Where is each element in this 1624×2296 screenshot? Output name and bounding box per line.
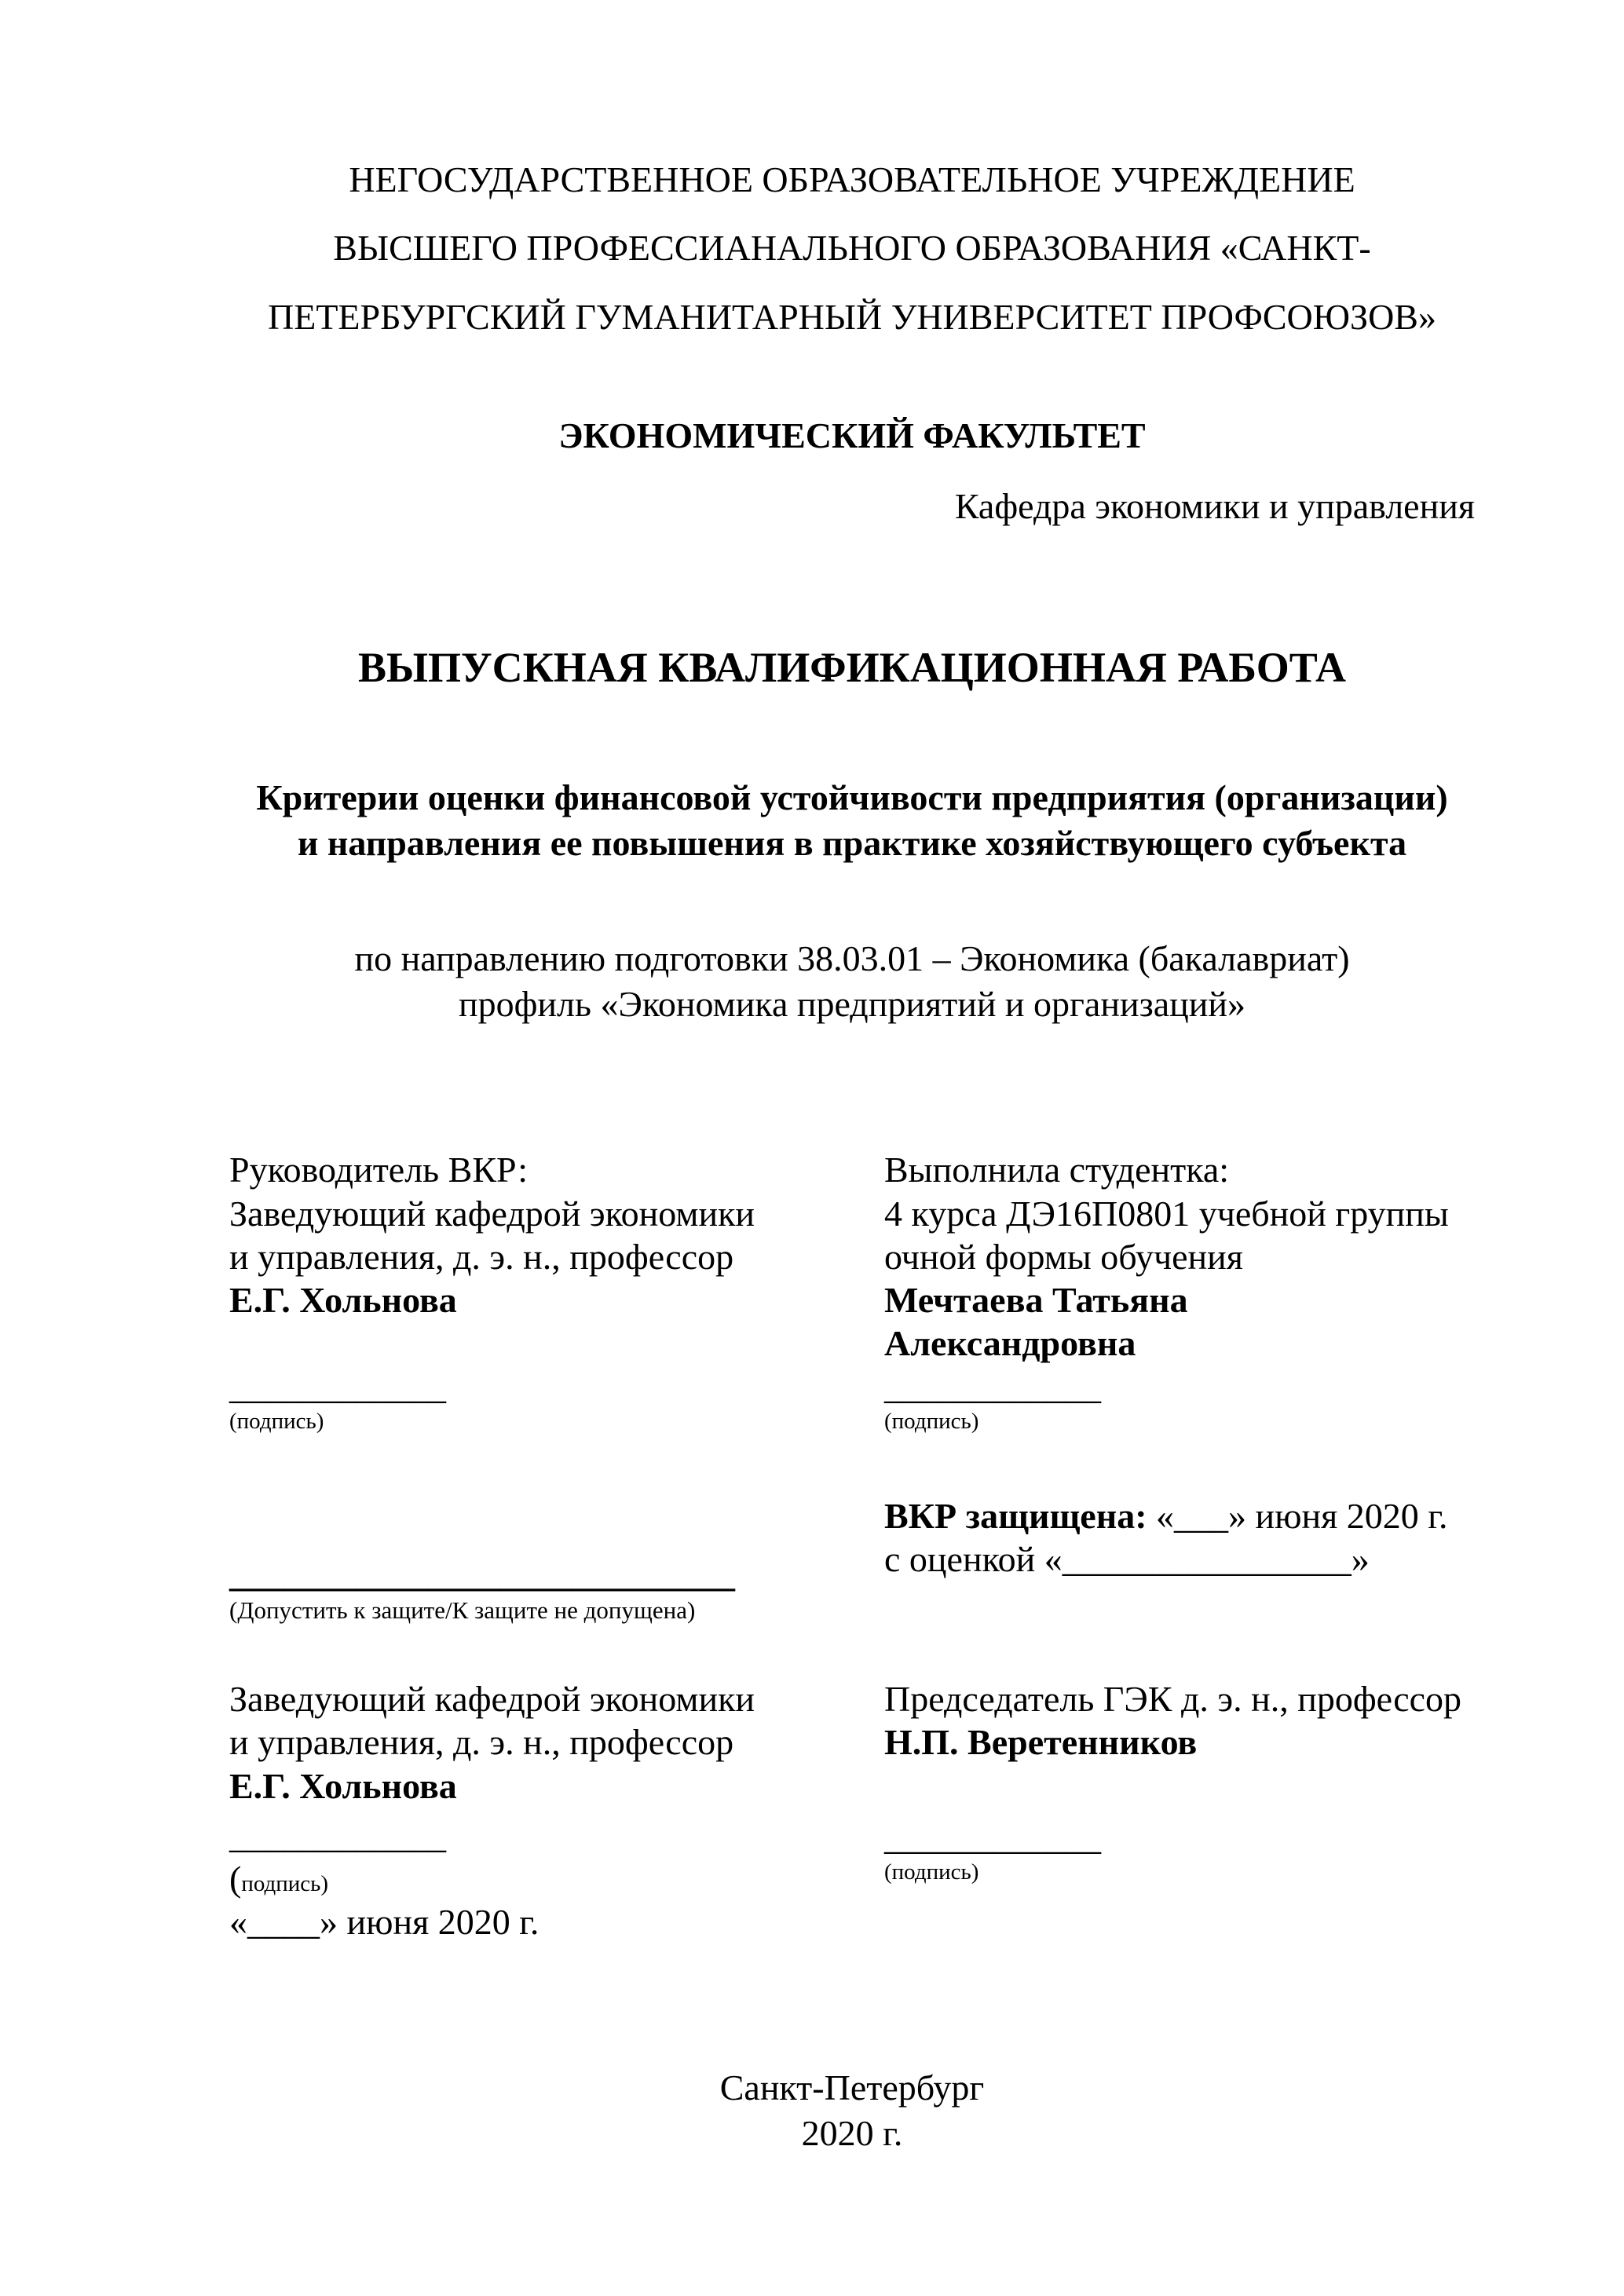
supervisor-position-line1: Заведующий кафедрой экономики	[229, 1193, 755, 1234]
work-type-title: ВЫПУСКНАЯ КВАЛИФИКАЦИОННАЯ РАБОТА	[357, 643, 1347, 691]
university-header-line3: ПЕТЕРБУРГСКИЙ ГУМАНИТАРНЫЙ УНИВЕРСИТЕТ ПРОФСОЮЗОВ»	[268, 296, 1436, 337]
footer-year: 2020 г.	[801, 2112, 903, 2153]
thesis-topic-line2: и направления ее повышения в практике хозяйствующего субъекта	[297, 822, 1407, 863]
head-caption-paren: (	[229, 1858, 242, 1899]
student-block	[884, 1148, 1475, 1435]
thesis-topic-line1: Критерии оценки финансовой устойчивости предприятия (организации)	[256, 777, 1448, 818]
supervisor-signature-line: ____________	[229, 1366, 446, 1407]
head-caption-text: подпись)	[241, 1870, 329, 1896]
gek-chair-signature-caption: (подпись)	[884, 1859, 979, 1885]
head-signature-caption	[229, 1857, 884, 1900]
head-date-line: «____» июня 2020 г.	[229, 1902, 540, 1943]
defense-date-text: «___» июня 2020 г.	[1147, 1496, 1448, 1537]
student-label: Выполнила студентка:	[884, 1150, 1230, 1190]
signatures-row-3	[229, 1677, 1475, 1943]
student-signature-line: ____________	[884, 1366, 1101, 1407]
university-header-line1: НЕГОСУДАРСТВЕННОЕ ОБРАЗОВАТЕЛЬНОЕ УЧРЕЖДЕНИЕ	[349, 159, 1355, 199]
head-of-department-block	[229, 1677, 884, 1943]
faculty-title: ЭКОНОМИЧЕСКИЙ ФАКУЛЬТЕТ	[558, 415, 1146, 456]
admission-block	[229, 1494, 884, 1626]
head-position-line2: и управления, д. э. н., профессор	[229, 1722, 734, 1763]
defense-grade-line: с оценкой «________________»	[884, 1539, 1370, 1580]
university-header	[229, 145, 1475, 351]
student-group-line2: очной формы обучения	[884, 1236, 1243, 1277]
program-direction: по направлению подготовки 38.03.01 – Экономика (бакалавриат)	[354, 938, 1350, 979]
head-position-line1: Заведующий кафедрой экономики	[229, 1679, 755, 1720]
student-group-line1: 4 курса ДЭ16П0801 учебной группы	[884, 1193, 1449, 1234]
head-signature-line: ____________	[229, 1815, 446, 1855]
department-title: Кафедра экономики и управления	[954, 486, 1475, 527]
supervisor-label: Руководитель ВКР:	[229, 1150, 529, 1190]
defense-label: ВКР защищена:	[884, 1496, 1147, 1537]
defense-block	[884, 1494, 1475, 1626]
program-info	[229, 936, 1475, 1026]
student-signature-caption: (подпись)	[884, 1409, 979, 1435]
supervisor-signature-caption: (подпись)	[229, 1409, 324, 1435]
student-name-line1: Мечтаева Татьяна	[884, 1279, 1188, 1320]
gek-chair-name: Н.П. Веретенников	[884, 1722, 1198, 1763]
defense-date-line	[884, 1494, 1475, 1537]
student-name-line2: Александровна	[884, 1323, 1136, 1364]
footer	[229, 2065, 1475, 2155]
thesis-topic	[229, 775, 1475, 865]
gek-chair-block	[884, 1677, 1475, 1943]
university-header-line2: ВЫСШЕГО ПРОФЕССИАНАЛЬНОГО ОБРАЗОВАНИЯ «САНКТ-	[333, 228, 1371, 269]
supervisor-block	[229, 1148, 884, 1435]
supervisor-position-line2: и управления, д. э. н., профессор	[229, 1236, 734, 1277]
program-profile: профиль «Экономика предприятий и организаций»	[458, 983, 1246, 1024]
supervisor-name: Е.Г. Хольнова	[229, 1279, 457, 1320]
footer-city: Санкт-Петербург	[719, 2067, 985, 2108]
gek-chair-signature-line: ____________	[884, 1816, 1101, 1857]
admission-caption: (Допустить к защите/К защите не допущена)	[229, 1596, 696, 1625]
signatures-row-1	[229, 1148, 1475, 1435]
admission-line: ____________________________	[229, 1554, 735, 1595]
head-name: Е.Г. Хольнова	[229, 1765, 457, 1806]
signatures-row-2	[229, 1494, 1475, 1626]
gek-chair-position: Председатель ГЭК д. э. н., профессор	[884, 1679, 1462, 1720]
